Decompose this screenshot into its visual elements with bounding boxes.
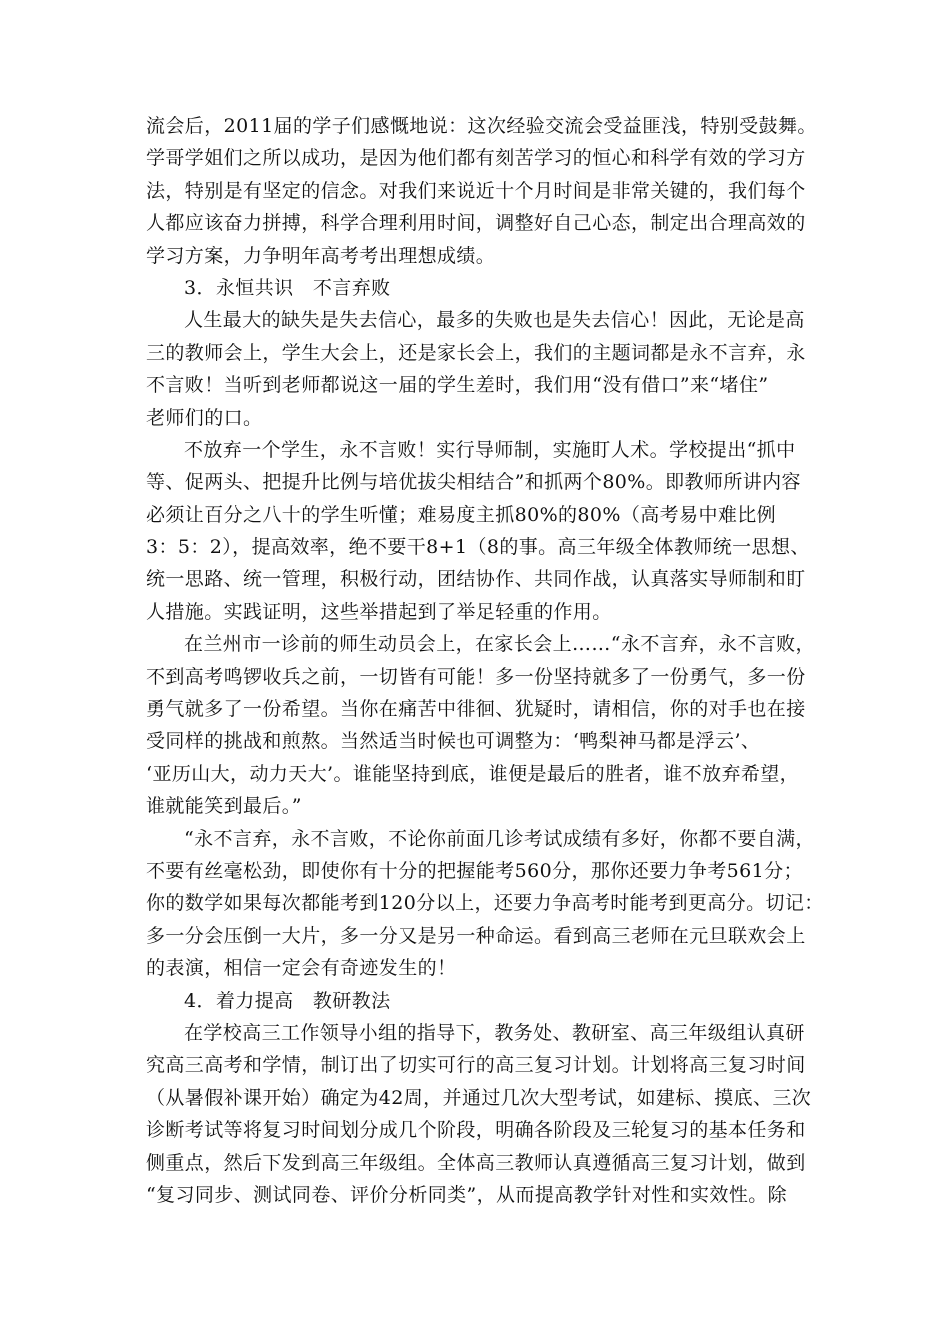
text-line: 不到高考鸣锣收兵之前，一切皆有可能！多一份坚持就多了一份勇气，多一份	[146, 665, 806, 688]
text-line: 的表演，相信一定会有奇迹发生的！	[146, 957, 457, 980]
section-heading: 3．永恒共识 不言弃败	[184, 276, 391, 299]
text-line: 不言败！当听到老师都说这一届的学生差时，我们用“没有借口”来“堵住”	[146, 374, 769, 397]
text-line: 等、促两头、把提升比例与培优拔尖相结合”和抓两个80%。即教师所讲内容	[146, 471, 801, 494]
text-line: 法，特别是有坚定的信念。对我们来说近十个月时间是非常关键的，我们每个	[146, 179, 806, 202]
text-line: ‘亚历山大，动力天大’。谁能坚持到底，谁便是最后的胜者，谁不放弃希望，	[146, 762, 800, 785]
text-line: 勇气就多了一份希望。当你在痛苦中徘徊、犹疑时，请相信，你的对手也在接	[146, 698, 806, 721]
text-line: 不放弃一个学生，永不言败！实行导师制，实施盯人术。学校提出“抓中	[184, 438, 796, 461]
text-line: 究高三高考和学情，制订出了切实可行的高三复习计划。计划将高三复习时间	[146, 1054, 806, 1077]
document-body	[146, 110, 824, 1211]
text-line: 三的教师会上，学生大会上，还是家长会上，我们的主题词都是永不言弃，永	[146, 341, 806, 364]
text-line: 学哥学姐们之所以成功，是因为他们都有刻苦学习的恒心和科学有效的学习方	[146, 147, 806, 170]
text-line: 人措施。实践证明，这些举措起到了举足轻重的作用。	[146, 600, 612, 623]
text-line: 受同样的挑战和煎熬。当然适当时候也可调整为：‘鸭梨神马都是浮云’、	[146, 730, 761, 753]
text-line: 你的数学如果每次都能考到120分以上，还要力争高考时能考到更高分。切记：	[146, 892, 824, 915]
text-line: 多一分会压倒一大片，多一分又是另一种命运。看到高三老师在元旦联欢会上	[146, 924, 806, 947]
text-line: 谁就能笑到最后。”	[146, 795, 302, 818]
text-line: 不要有丝毫松劲，即使你有十分的把握能考560分，那你还要力争考561分；	[146, 859, 803, 882]
text-line: 人都应该奋力拼搏，科学合理利用时间，调整好自己心态，制定出合理高效的	[146, 212, 806, 235]
section-heading: 4．着力提高 教研教法	[184, 989, 391, 1012]
text-line: 诊断考试等将复习时间划分成几个阶段，明确各阶段及三轮复习的基本任务和	[146, 1119, 806, 1142]
text-line: 人生最大的缺失是失去信心，最多的失败也是失去信心！因此，无论是高	[184, 309, 805, 332]
text-line: 流会后，2011届的学子们感慨地说：这次经验交流会受益匪浅，特别受鼓舞。	[146, 115, 817, 137]
text-line: 学习方案，力争明年高考考出理想成绩。	[146, 244, 496, 267]
text-line: 3：5：2），提高效率，绝不要干8+1（8的事。高三年级全体教师统一思想、	[146, 536, 810, 559]
text-line: 侧重点，然后下发到高三年级组。全体高三教师认真遵循高三复习计划，做到	[146, 1151, 806, 1174]
text-line: 老师们的口。	[146, 406, 263, 429]
text-line: “永不言弃，永不言败，不论你前面几诊考试成绩有多好，你都不要自满，	[184, 827, 815, 850]
text-line: 在学校高三工作领导小组的指导下，教务处、教研室、高三年级组认真研	[184, 1021, 805, 1044]
text-line: “复习同步、测试同卷、评价分析同类”，从而提高教学针对性和实效性。除	[146, 1183, 788, 1206]
text-line: （从暑假补课开始）确定为42周，并通过几次大型考试，如建标、摸底、三次	[146, 1086, 812, 1109]
text-line: 在兰州市一诊前的师生动员会上，在家长会上……“永不言弃，永不言败，	[184, 633, 815, 656]
text-line: 必须让百分之八十的学生听懂；难易度主抓80%的80%（高考易中难比例	[146, 503, 777, 526]
text-line: 统一思路、统一管理，积极行动，团结协作、共同作战，认真落实导师制和盯	[146, 568, 806, 591]
